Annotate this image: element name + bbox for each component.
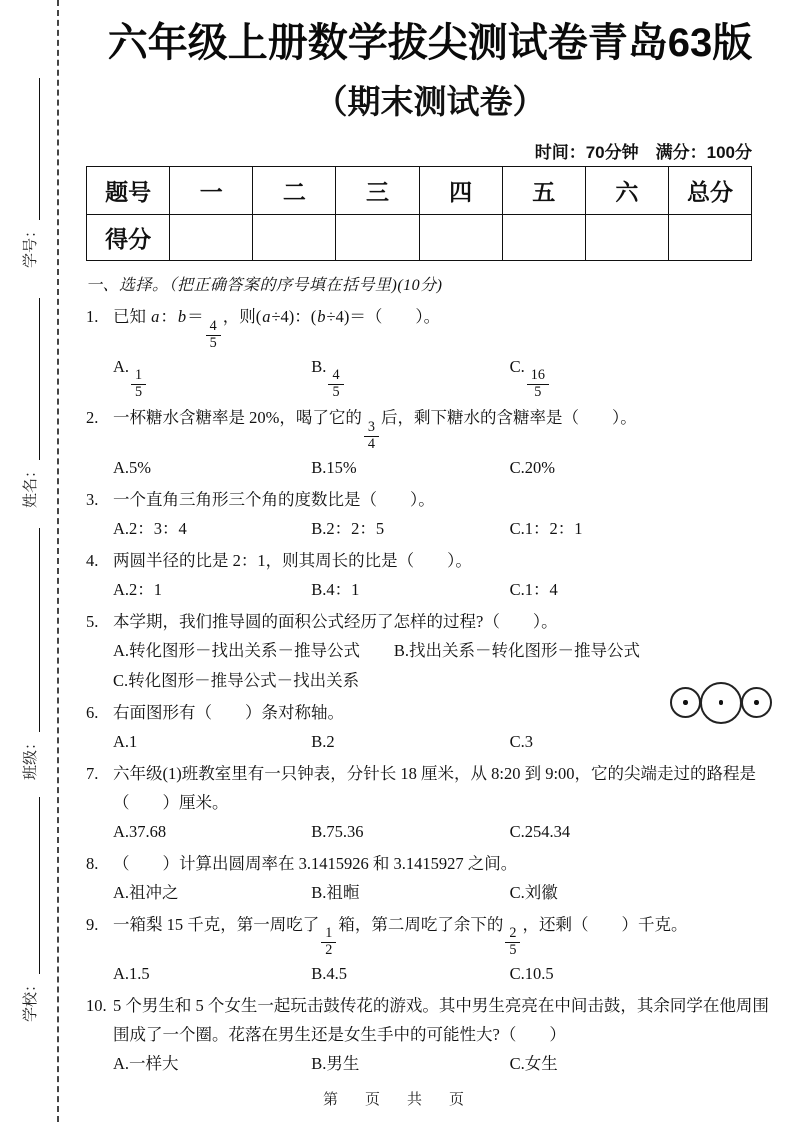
option — [510, 959, 774, 989]
question-number: 10. — [86, 996, 107, 1016]
fill-blank — [35, 78, 40, 220]
question-text: A.37.68 — [113, 821, 167, 841]
option — [311, 727, 509, 757]
score-cell-header: 五 — [502, 167, 585, 215]
question-text: ÷4)：( — [271, 307, 317, 326]
circle-center-dot — [719, 700, 724, 705]
options-row — [113, 817, 774, 847]
question-body — [86, 607, 774, 636]
score-cell-empty — [419, 215, 502, 261]
question-6 — [86, 698, 774, 757]
question-number: 2. — [86, 408, 99, 428]
fraction: $\frac{16}{5}$ — [527, 368, 549, 401]
fraction: $\frac{3}{4}$ — [364, 420, 379, 453]
score-cell-empty — [170, 215, 253, 261]
sidebar-label-class: 班级： — [22, 734, 39, 780]
math-variable: a — [151, 307, 160, 326]
score-cell-empty — [668, 215, 751, 261]
question-9 — [86, 910, 774, 990]
question-text: ÷4)＝（ ）。 — [326, 307, 441, 326]
fraction: $\frac{1}{5}$ — [131, 368, 146, 401]
question-text: 一个直角三角形三个角的度数比是（ ）。 — [113, 489, 435, 509]
question-text: C.1：2：1 — [509, 518, 583, 538]
question-7 — [86, 759, 774, 847]
math-variable: a — [262, 307, 271, 326]
sidebar-field-student-number — [18, 78, 40, 268]
options-row — [113, 959, 774, 989]
fill-blank — [35, 528, 40, 732]
page-footer: 第 页 共 页 — [322, 1091, 470, 1108]
option — [311, 352, 509, 402]
score-cell-header: 三 — [336, 167, 419, 215]
question-text: 已知 — [113, 307, 151, 326]
option — [113, 1049, 311, 1079]
question-text: 5 个男生和 5 个女生一起玩击鼓传花的游戏。其中男生亮亮在中间击鼓，其余同学在他周围 — [113, 996, 769, 1016]
question-text: B.2 — [311, 731, 335, 751]
fraction: $\frac{1}{2}$ — [321, 926, 336, 959]
question-text: ＝ — [187, 307, 204, 326]
question-text: C.254.34 — [509, 821, 571, 841]
options-row — [113, 352, 774, 402]
score-table-block — [86, 138, 752, 261]
fraction: $\frac{4}{5}$ — [206, 319, 221, 352]
option — [311, 575, 509, 605]
score-cell-empty — [336, 215, 419, 261]
fraction: $\frac{2}{5}$ — [505, 926, 520, 959]
score-cell-empty — [585, 215, 668, 261]
question-number: 1. — [86, 307, 99, 326]
score-cell-empty — [253, 215, 336, 261]
option — [113, 636, 394, 666]
score-row-label: 得分 — [87, 215, 170, 261]
option — [113, 575, 311, 605]
score-cell-empty — [502, 215, 585, 261]
option — [510, 575, 774, 605]
section-title: 一、选择。（把正确答案的序号填在括号里)(10分) — [86, 277, 443, 294]
question-text: A.一样大 — [113, 1054, 179, 1074]
question-number: 9. — [86, 914, 99, 934]
page-title: 六年级上册数学拔尖测试卷青岛63版 — [107, 21, 753, 65]
math-variable: b — [317, 307, 326, 326]
question-text: A. — [113, 356, 130, 376]
option — [510, 453, 774, 483]
option — [311, 878, 509, 908]
sidebar-field-class — [18, 528, 40, 780]
options-row — [113, 878, 774, 908]
question-8 — [86, 849, 774, 908]
circle — [670, 687, 701, 718]
options-row — [113, 727, 774, 757]
option — [311, 453, 509, 483]
question-2 — [86, 403, 774, 483]
question-number: 8. — [86, 853, 99, 873]
question-body — [86, 759, 774, 817]
question-text: C.10.5 — [509, 964, 554, 984]
score-cell-header: 一 — [170, 167, 253, 215]
question-text: C.刘徽 — [509, 882, 558, 902]
question-text: B.找出关系－转化图形－推导公式 — [393, 640, 641, 660]
option — [510, 514, 774, 544]
question-number: 3. — [86, 489, 99, 509]
option — [510, 878, 774, 908]
option — [510, 727, 774, 757]
options-row — [113, 1049, 774, 1079]
question-text: B.4.5 — [311, 964, 348, 984]
question-text: （ ）计算出圆周率在 3.1415926 和 3.1415927 之间。 — [113, 853, 518, 873]
score-table-score-row — [87, 215, 752, 261]
math-variable: b — [177, 307, 187, 326]
question-body — [86, 485, 774, 514]
question-text: 六年级(1)班教室里有一只钟表，分针长 18 厘米，从 8:20 到 9:00，它的尖端走过的路程是 — [113, 763, 757, 783]
question-text: 后，剩下糖水的含糖率是（ ）。 — [380, 408, 637, 428]
score-table — [86, 166, 752, 261]
cut-line — [57, 0, 59, 1122]
option — [311, 959, 509, 989]
sidebar-label-student-number: 学号： — [22, 222, 39, 268]
circles-figure — [670, 682, 772, 724]
option — [510, 1049, 774, 1079]
question-text: B.祖暅 — [311, 882, 360, 902]
question-text: C.女生 — [509, 1054, 558, 1074]
option — [311, 1049, 509, 1079]
sidebar-field-school — [18, 797, 40, 1022]
question-text: ，还剩（ ）千克。 — [522, 914, 688, 934]
question-text: C.转化图形－推导公式－找出关系 — [113, 670, 360, 690]
sidebar-field-name — [18, 298, 40, 508]
option — [311, 817, 509, 847]
question-text: A.5% — [113, 457, 152, 477]
question-text: （ ）厘米。 — [113, 792, 229, 812]
fill-blank — [35, 298, 40, 460]
option — [311, 514, 509, 544]
circle — [700, 682, 742, 724]
question-3 — [86, 485, 774, 544]
question-text: C.1：4 — [509, 579, 558, 599]
circle-center-dot — [754, 700, 759, 705]
questions-list — [86, 302, 774, 1079]
options-row — [113, 514, 774, 544]
options-row — [113, 636, 774, 666]
question-body — [86, 546, 774, 575]
question-number: 6. — [86, 702, 99, 722]
question-number: 5. — [86, 611, 99, 631]
option — [510, 352, 774, 402]
score-cell-header: 六 — [585, 167, 668, 215]
question-text: 一箱梨 15 千克，第一周吃了 — [113, 914, 320, 934]
question-text: 一杯糖水含糖率是 20%，喝了它的 — [113, 408, 362, 428]
option — [113, 514, 311, 544]
score-cell-header: 总分 — [668, 167, 751, 215]
fraction: $\frac{4}{5}$ — [328, 368, 343, 401]
question-text: A.1.5 — [113, 964, 150, 984]
exam-meta: 时间：70分钟 满分：100分 — [534, 143, 752, 162]
score-table-header-row — [87, 167, 752, 215]
option — [113, 878, 311, 908]
question-number: 7. — [86, 763, 99, 783]
question-text: C.3 — [509, 731, 533, 751]
question-4 — [86, 546, 774, 605]
question-text: 右面图形有（ ）条对称轴。 — [113, 702, 344, 722]
question-10 — [86, 991, 774, 1079]
question-text: A.祖冲之 — [113, 882, 179, 902]
circle-center-dot — [683, 700, 688, 705]
options-row — [113, 453, 774, 483]
question-text: A.2：3：4 — [113, 518, 187, 538]
question-text: B.15% — [311, 457, 357, 477]
question-text: A.1 — [113, 731, 138, 751]
question-text: ： — [160, 307, 177, 326]
question-text: 两圆半径的比是 2：1，则其周长的比是（ ）。 — [113, 550, 472, 570]
main-content — [86, 0, 774, 1081]
option — [113, 817, 311, 847]
question-text: 围成了一个圈。花落在男生还是女生手中的可能性大?（ ） — [113, 1025, 566, 1045]
circle — [741, 687, 772, 718]
question-text: B.4：1 — [311, 579, 360, 599]
question-text: 本学期，我们推导圆的面积公式经历了怎样的过程?（ ）。 — [113, 611, 558, 631]
question-body — [86, 991, 774, 1049]
page-subtitle: （期末测试卷） — [314, 83, 546, 120]
option — [113, 352, 311, 402]
option — [510, 817, 774, 847]
question-body — [86, 849, 774, 878]
option — [394, 636, 774, 666]
question-body — [86, 403, 774, 453]
question-body — [86, 302, 774, 352]
question-text: 箱，第二周吃了余下的 — [338, 914, 504, 934]
question-text: B.2：2：5 — [311, 518, 385, 538]
score-cell-header: 题号 — [87, 167, 170, 215]
question-text: B.75.36 — [311, 821, 364, 841]
question-text: A.转化图形－找出关系－推导公式 — [113, 640, 361, 660]
sidebar-label-name: 姓名： — [22, 462, 39, 508]
option — [113, 727, 311, 757]
sidebar-label-school: 学校： — [22, 976, 39, 1022]
question-text: B. — [311, 356, 327, 376]
question-text: B.男生 — [311, 1054, 360, 1074]
options-row — [113, 575, 774, 605]
question-number: 4. — [86, 550, 99, 570]
option — [113, 453, 311, 483]
option — [113, 959, 311, 989]
question-text: C. — [509, 356, 525, 376]
score-cell-header: 二 — [253, 167, 336, 215]
question-body — [86, 910, 774, 960]
question-1 — [86, 302, 774, 401]
score-cell-header: 四 — [419, 167, 502, 215]
fill-blank — [35, 797, 40, 974]
question-text: ，则( — [222, 307, 262, 326]
question-text: A.2：1 — [113, 579, 163, 599]
question-text: C.20% — [509, 457, 555, 477]
